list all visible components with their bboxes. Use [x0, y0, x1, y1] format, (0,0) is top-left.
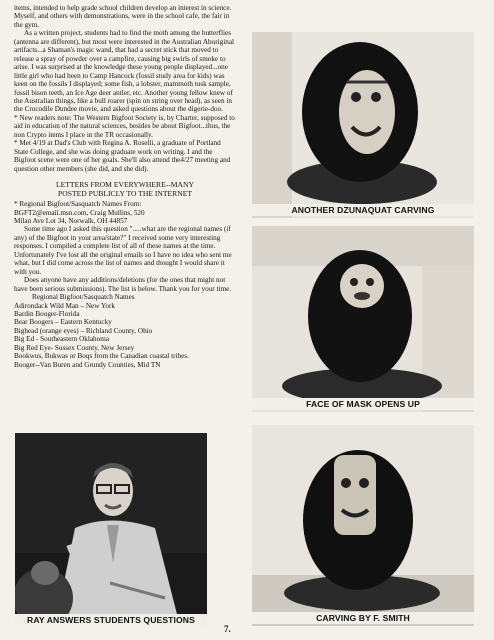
list-item: Big Red Eye- Sussex County, New Jersey — [14, 343, 135, 352]
letter-intro: * Regional Bigfoot/Sasquatch Names From: — [14, 200, 142, 209]
paragraph: items, intended to help grade school children develop an interest in science. Myself, and others with demonstrations, were in the school cafe, the fair in the gym. — [14, 4, 232, 29]
section-heading — [14, 180, 236, 198]
letter-intro: BGFT2@email.msn.com, Craig Mullins, 520 — [14, 208, 145, 217]
letter-intro: Milan Ave Lot 34, Norwalk, OH 44857 — [14, 216, 128, 225]
letter-body: Does anyone have any additions/deletions (for the ones that might not have been serious submissions). The list is below. Thank you for your time. — [14, 276, 232, 293]
heading-line: LETTERS FROM EVERYWHERE--MANY — [56, 180, 194, 190]
photo-carving-image — [252, 32, 474, 218]
photo-ray-answers — [15, 433, 207, 626]
letter-body: Some time ago I asked this question ".....what are the regional names (if any) of the Bigfoot in your area/state?" I received some very interesting responses. I compiled a complete list of all of these names at the time. Unfortunately I've lost all the original emails so I have no idea who sent me what, but I did come across the list of names and thought I would share it with you. — [14, 225, 232, 276]
photo-mask-opens — [252, 226, 474, 412]
list-item: Adirondack Wild Man – New York — [14, 301, 115, 310]
list-item: Big Ed - Southeastern Oklahoma — [14, 335, 110, 344]
list-item: Bear Boogers – Eastern Kentucky — [14, 318, 112, 327]
left-text-column — [14, 4, 236, 369]
photo-ray-image — [15, 433, 207, 626]
photo-mask-image — [252, 226, 474, 412]
paragraph: * New readers note: The Western Bigfoot Society is, by Charter, supposed to aid in education of the natural sciences, besides be about Bigfoot...thus, the non Crypto items I place in the TR occasionally. — [14, 113, 235, 139]
photo-smith-carving-image — [252, 425, 474, 626]
list-item: Bardin Booger-Florida — [14, 309, 80, 318]
photo-dzunaquat-carving — [252, 32, 474, 218]
paragraph: * Met 4/19 at Dad's Club with Regina A. Roselli, a graduate of Portland State College, and she was doing graduate work on writing. I and the Bigfoot scene were one of her goals. She'll also attend the4/27 meeting and question other members (she did, and she did). — [14, 139, 231, 173]
paragraph: As a written project, students had to find the moth among the butterflies (antenna are different), but most were interested in the Australian Aboriginal artifacts...a Shaman's magic wand, that had a secret stick that moved to release a spray of powder over a campfire, causing big swirls of smoke to arise. I was surprised at the knowledge these young people displayed...one little girl who had been to Camp Hancock (fossil study area for kids) was keen on the fossils I displayed; some fish, a lobster, mammoth tusk sample, fossil bison teeth, an Ice Age deer antler, etc. Another young fellow knew of the Australian things, like a bull roarer (spin on string over head), as seen in the Crocodile Dundee movie, and asked questions about the digerie-doo. — [14, 29, 235, 114]
photo-caption: RAY ANSWERS STUDENTS QUESTIONS — [15, 614, 207, 626]
photo-caption: FACE OF MASK OPENS UP — [252, 398, 474, 410]
heading-line: POSTED PUBLICLY TO THE INTERNET — [58, 189, 192, 199]
photo-carving-smith — [252, 425, 474, 626]
photo-caption: CARVING BY F. SMITH — [252, 612, 474, 624]
list-item: Booger--Van Buren and Grundy Counties, Mid TN — [14, 360, 161, 369]
photo-caption: ANOTHER DZUNAQUAT CARVING — [252, 204, 474, 216]
list-item: Bookwus, Bukwas or Boqs from the Canadian coastal tribes. — [14, 352, 189, 361]
page-number: 7. — [224, 624, 231, 634]
list-title: Regional Bigfoot/Sasquatch Names — [32, 293, 135, 302]
names-list — [14, 302, 236, 370]
list-item: Bighead (orange eyes) – Richland County, Ohio — [14, 326, 153, 335]
